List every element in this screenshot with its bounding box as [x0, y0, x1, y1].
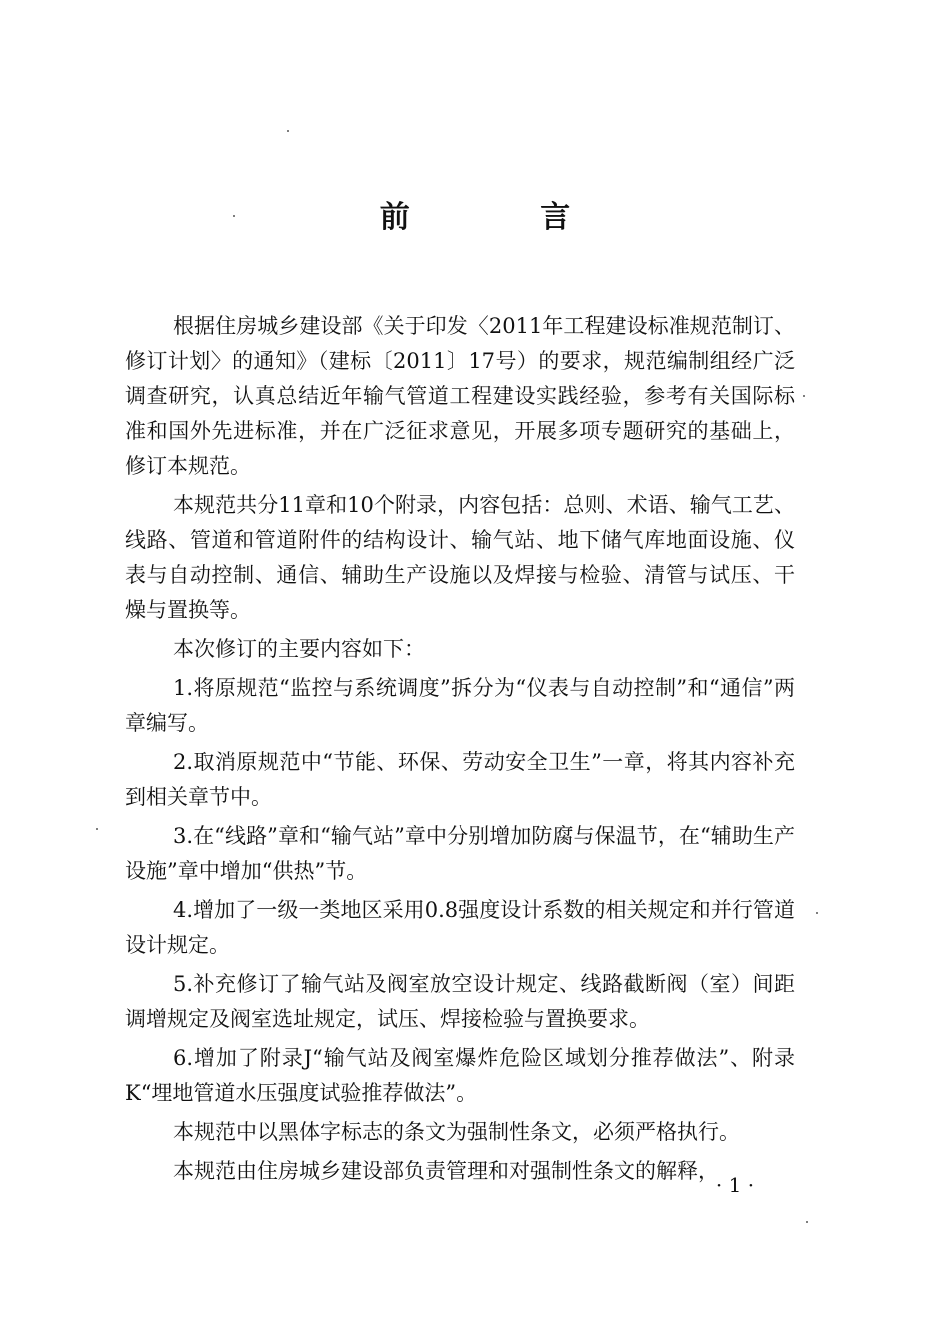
- paragraph-background: 根据住房城乡建设部《关于印发〈2011年工程建设标准规范制订、修订计划〉的通知》（建标〔2011〕17号）的要求，规范编制组经广泛调查研究，认真总结近年输气管道工程建设实践经验，参考有关国际标准和国外先进标准，并在广泛征求意见，开展多项专题研究的基础上，修订本规范。: [125, 314, 795, 478]
- scan-speck: [816, 912, 818, 914]
- paragraph-contents: 本规范共分11章和10个附录，内容包括：总则、术语、输气工艺、线路、管道和管道附件的结构设计、输气站、地下储气库地面设施、仪表与自动控制、通信、辅助生产设施以及焊接与检验、清管与试压、干燥与置换等。: [125, 493, 795, 622]
- paragraph-management: 本规范由住房城乡建设部负责管理和对强制性条文的解释，: [173, 1159, 719, 1183]
- paragraph-item-3: 3.在“线路”章和“输气站”章中分别增加防腐与保温节，在“辅助生产设施”章中增加“供热”节。: [125, 824, 795, 883]
- scan-speck: [803, 395, 805, 397]
- paragraph-item-4: 4.增加了一级一类地区采用0.8强度设计系数的相关规定和并行管道设计规定。: [125, 898, 795, 957]
- paragraph-item-5: 5.补充修订了输气站及阀室放空设计规定、线路截断阀（室）间距调增规定及阀室选址规定，试压、焊接检验与置换要求。: [125, 972, 795, 1031]
- paragraph-revision-intro: 本次修订的主要内容如下：: [173, 637, 425, 661]
- page-title: 前 言: [379, 200, 631, 235]
- preface-body: [125, 309, 795, 1193]
- paragraph-item-2: 2.取消原规范中“节能、环保、劳动安全卫生”一章，将其内容补充到相关章节中。: [125, 750, 795, 809]
- scan-speck: [806, 1221, 808, 1223]
- paragraph-item-6: 6.增加了附录J“输气站及阀室爆炸危险区域划分推荐做法”、附录K“埋地管道水压强度试验推荐做法”。: [125, 1046, 795, 1105]
- scan-speck: [287, 130, 289, 132]
- paragraph-mandatory: 本规范中以黑体字标志的条文为强制性条文，必须严格执行。: [173, 1120, 740, 1144]
- scan-speck: [96, 828, 98, 830]
- scan-speck: [233, 215, 235, 217]
- page-number: · 1 ·: [715, 1173, 755, 1197]
- paragraph-item-1: 1.将原规范“监控与系统调度”拆分为“仪表与自动控制”和“通信”两章编写。: [125, 676, 795, 735]
